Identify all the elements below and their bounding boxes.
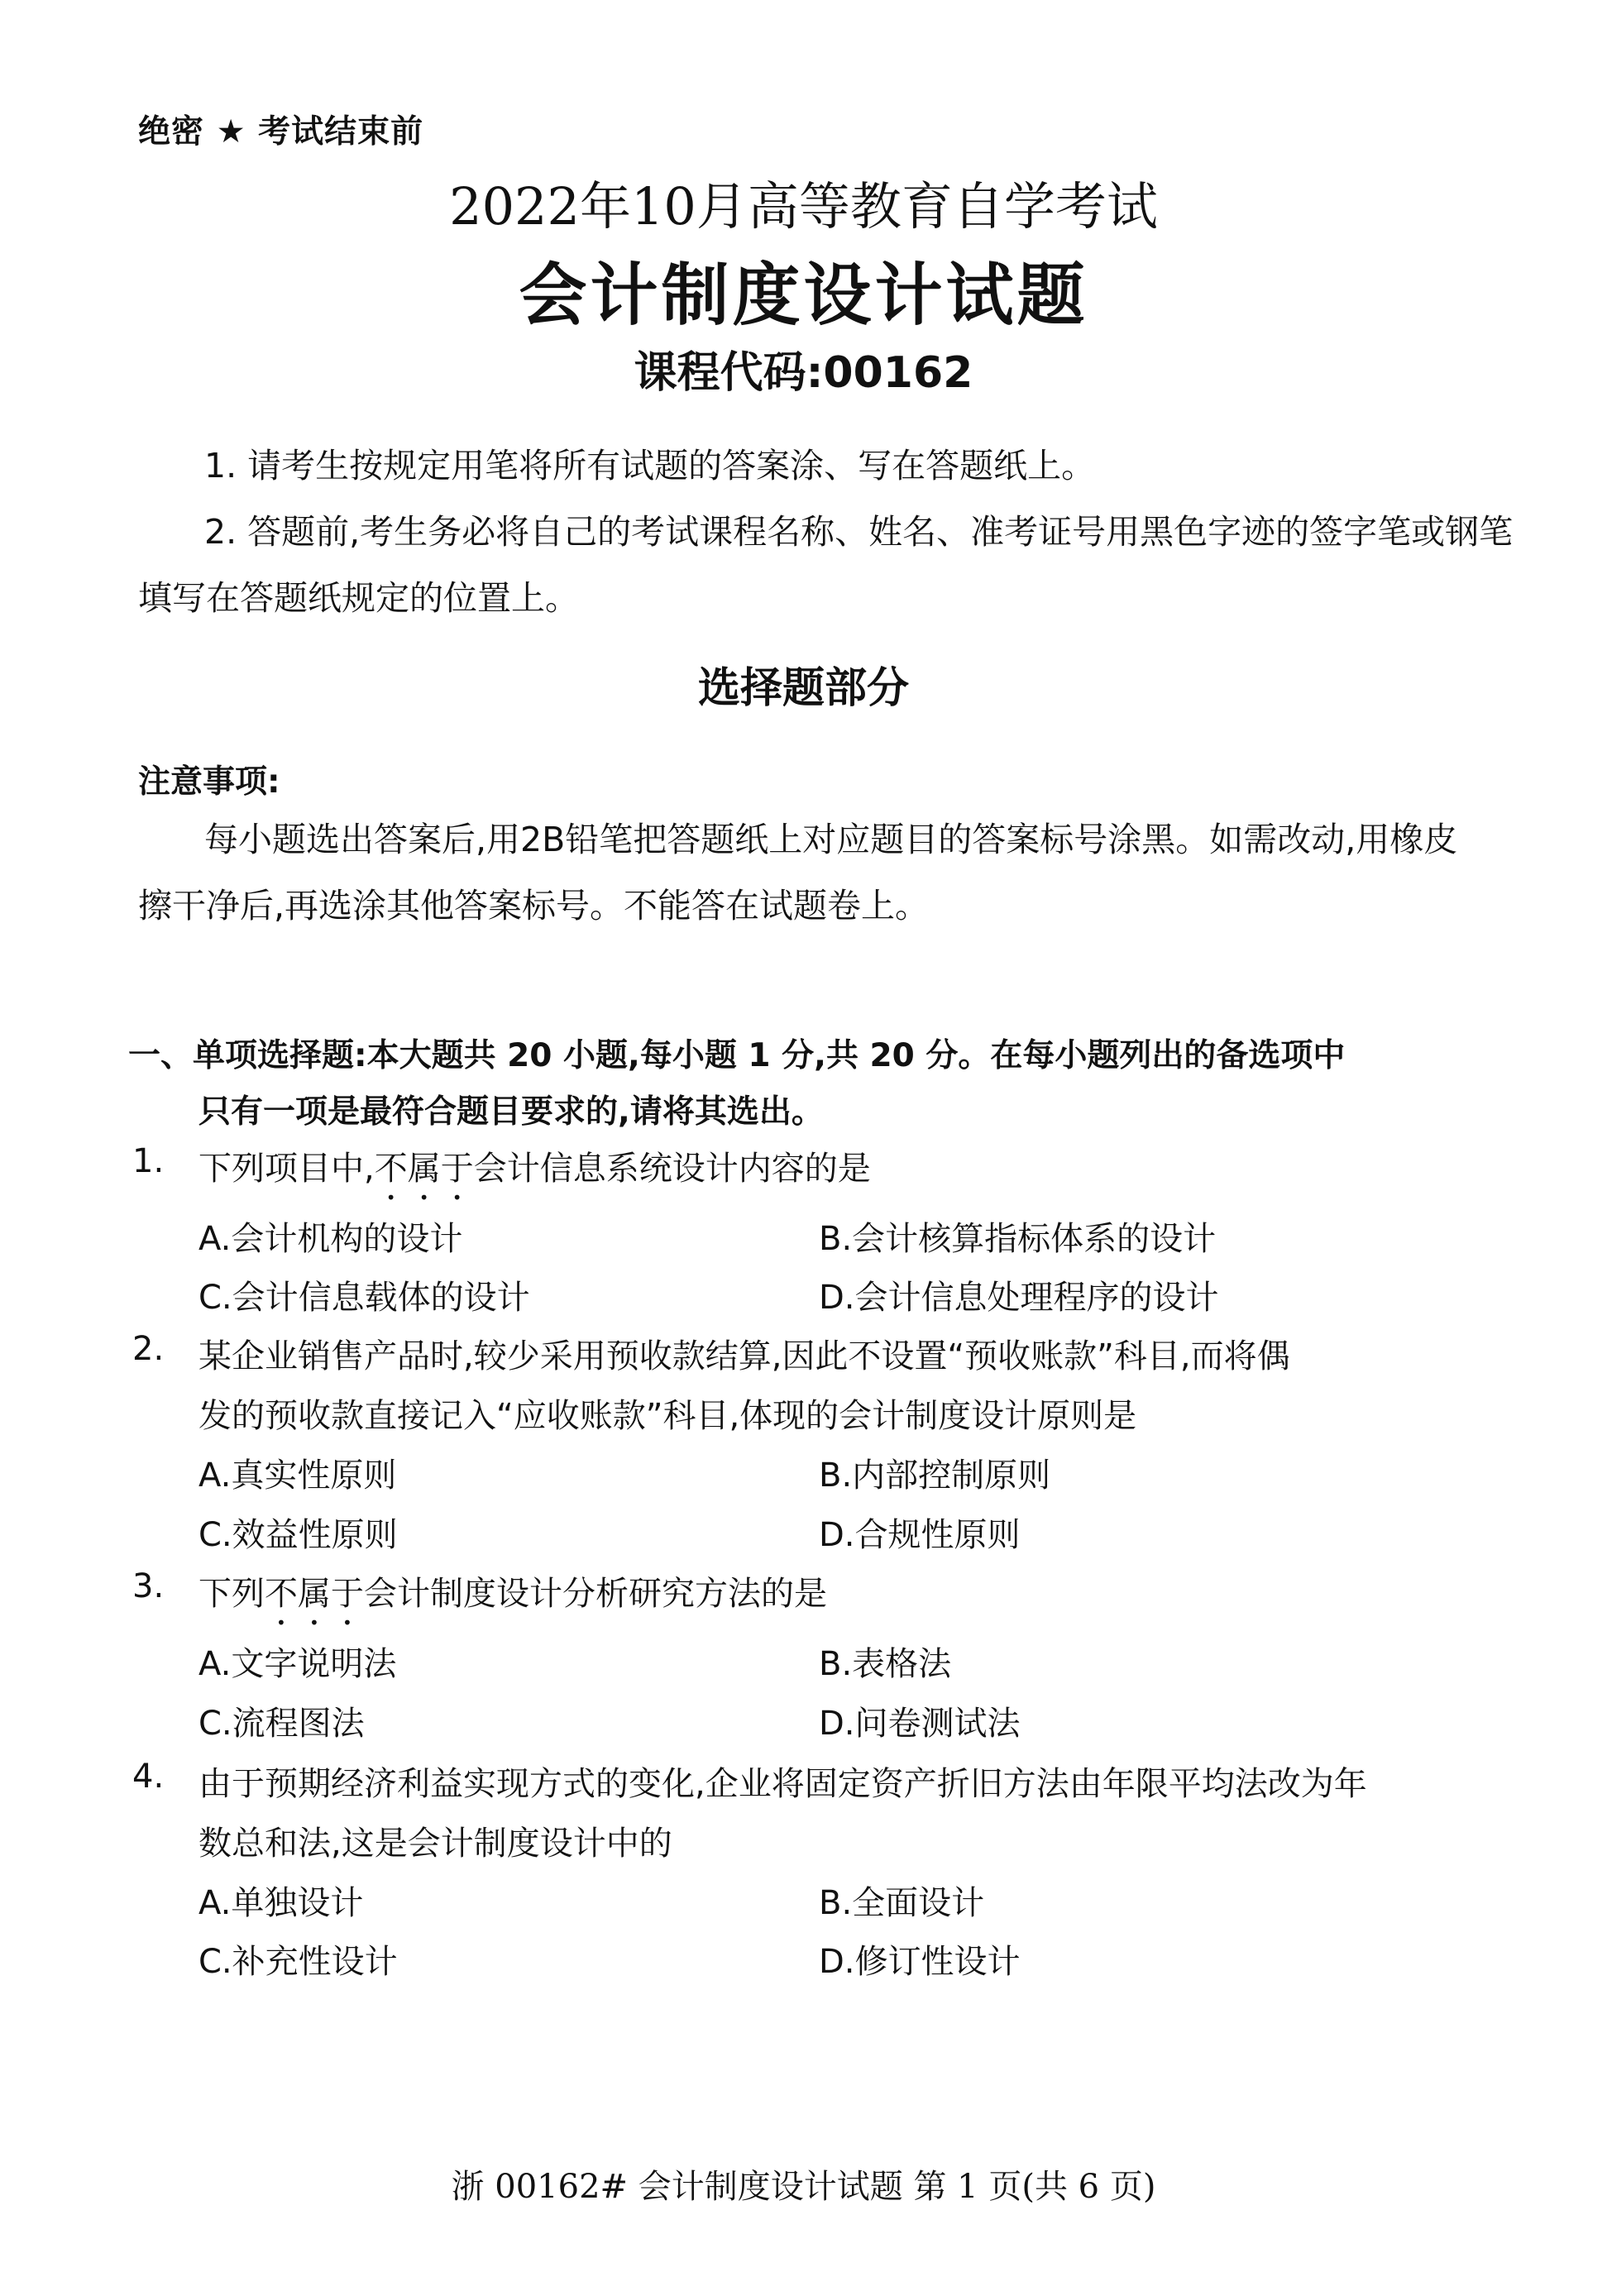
part-heading-line1: 一、单项选择题:本大题共 20 小题,每小题 1 分,共 20 分。在每小题列出的备选项中	[128, 1037, 1346, 1074]
question-1-option-c: C.会计信息载体的设计	[198, 1279, 530, 1317]
question-4-line2: 数总和法,这是会计制度设计中的	[198, 1825, 672, 1863]
question-3-option-d: D.问卷测试法	[819, 1705, 1021, 1743]
question-3-option-c: C.流程图法	[198, 1705, 365, 1743]
question-1-text-after: 会计信息系统设计内容的是	[473, 1150, 871, 1188]
question-1-option-d: D.会计信息处理程序的设计	[819, 1279, 1219, 1317]
question-3-option-a: A.文字说明法	[198, 1645, 397, 1683]
question-2-option-d: D.合规性原则	[819, 1516, 1021, 1554]
part-heading-line2: 只有一项是最符合题目要求的,请将其选出。	[198, 1093, 824, 1131]
page-footer: 浙 00162# 会计制度设计试题 第 1 页(共 6 页)	[451, 2168, 1156, 2206]
question-4-option-a: A.单独设计	[198, 1884, 364, 1922]
question-4-number: 4.	[132, 1758, 165, 1796]
question-1-emphasis: 不属于	[374, 1150, 474, 1188]
question-3-text-before: 下列	[198, 1575, 265, 1613]
question-2-option-c: C.效益性原则	[198, 1516, 398, 1554]
question-1-text-before: 下列项目中,	[198, 1150, 375, 1188]
notice-label: 注意事项:	[138, 763, 280, 801]
confidential-label: 绝密 ★ 考试结束前	[138, 113, 424, 151]
question-3-option-b: B.表格法	[819, 1645, 952, 1683]
instruction-2-line2: 填写在答题纸规定的位置上。	[138, 578, 579, 618]
question-1-option-a: A.会计机构的设计	[198, 1220, 463, 1258]
notice-line2: 擦干净后,再选涂其他答案标号。不能答在试题卷上。	[138, 886, 930, 926]
question-2-option-b: B.内部控制原则	[819, 1457, 1051, 1495]
instruction-2-line1: 2. 答题前,考生务必将自己的考试课程名称、姓名、准考证号用黑色字迹的签字笔或钢笔	[204, 512, 1514, 552]
question-1-text	[198, 1142, 871, 1208]
question-4-option-b: B.全面设计	[819, 1884, 985, 1922]
subject-title: 会计制度设计试题	[519, 256, 1088, 335]
instructions	[138, 433, 1573, 631]
exam-title: 2022年10月高等教育自学考试	[449, 176, 1158, 237]
question-3-number: 3.	[132, 1567, 165, 1605]
question-4-line1: 由于预期经济利益实现方式的变化,企业将固定资产折旧方法由年限平均法改为年	[198, 1765, 1367, 1803]
notice-line1: 每小题选出答案后,用2B铅笔把答题纸上对应题目的答案标号涂黑。如需改动,用橡皮	[204, 820, 1458, 859]
question-2-line2: 发的预收款直接记入“应收账款”科目,体现的会计制度设计原则是	[198, 1397, 1137, 1435]
question-2-number: 2.	[132, 1330, 165, 1368]
question-1-number: 1.	[132, 1142, 165, 1180]
question-2-line1: 某企业销售产品时,较少采用预收款结算,因此不设置“预收账款”科目,而将偶	[198, 1337, 1290, 1375]
question-1-option-b: B.会计核算指标体系的设计	[819, 1220, 1217, 1258]
question-4-option-d: D.修订性设计	[819, 1943, 1021, 1981]
part-heading	[128, 1028, 1345, 1141]
course-code: 课程代码:00162	[634, 348, 973, 398]
question-4-option-c: C.补充性设计	[198, 1943, 398, 1981]
question-3-emphasis: 不属于	[265, 1575, 364, 1613]
question-3-text	[198, 1567, 827, 1633]
question-2-option-a: A.真实性原则	[198, 1457, 397, 1495]
question-3-text-after: 会计制度设计分析研究方法的是	[364, 1575, 827, 1613]
instruction-1: 1. 请考生按规定用笔将所有试题的答案涂、写在答题纸上。	[204, 446, 1096, 486]
notice-body	[138, 806, 1573, 939]
section-title: 选择题部分	[697, 664, 909, 713]
